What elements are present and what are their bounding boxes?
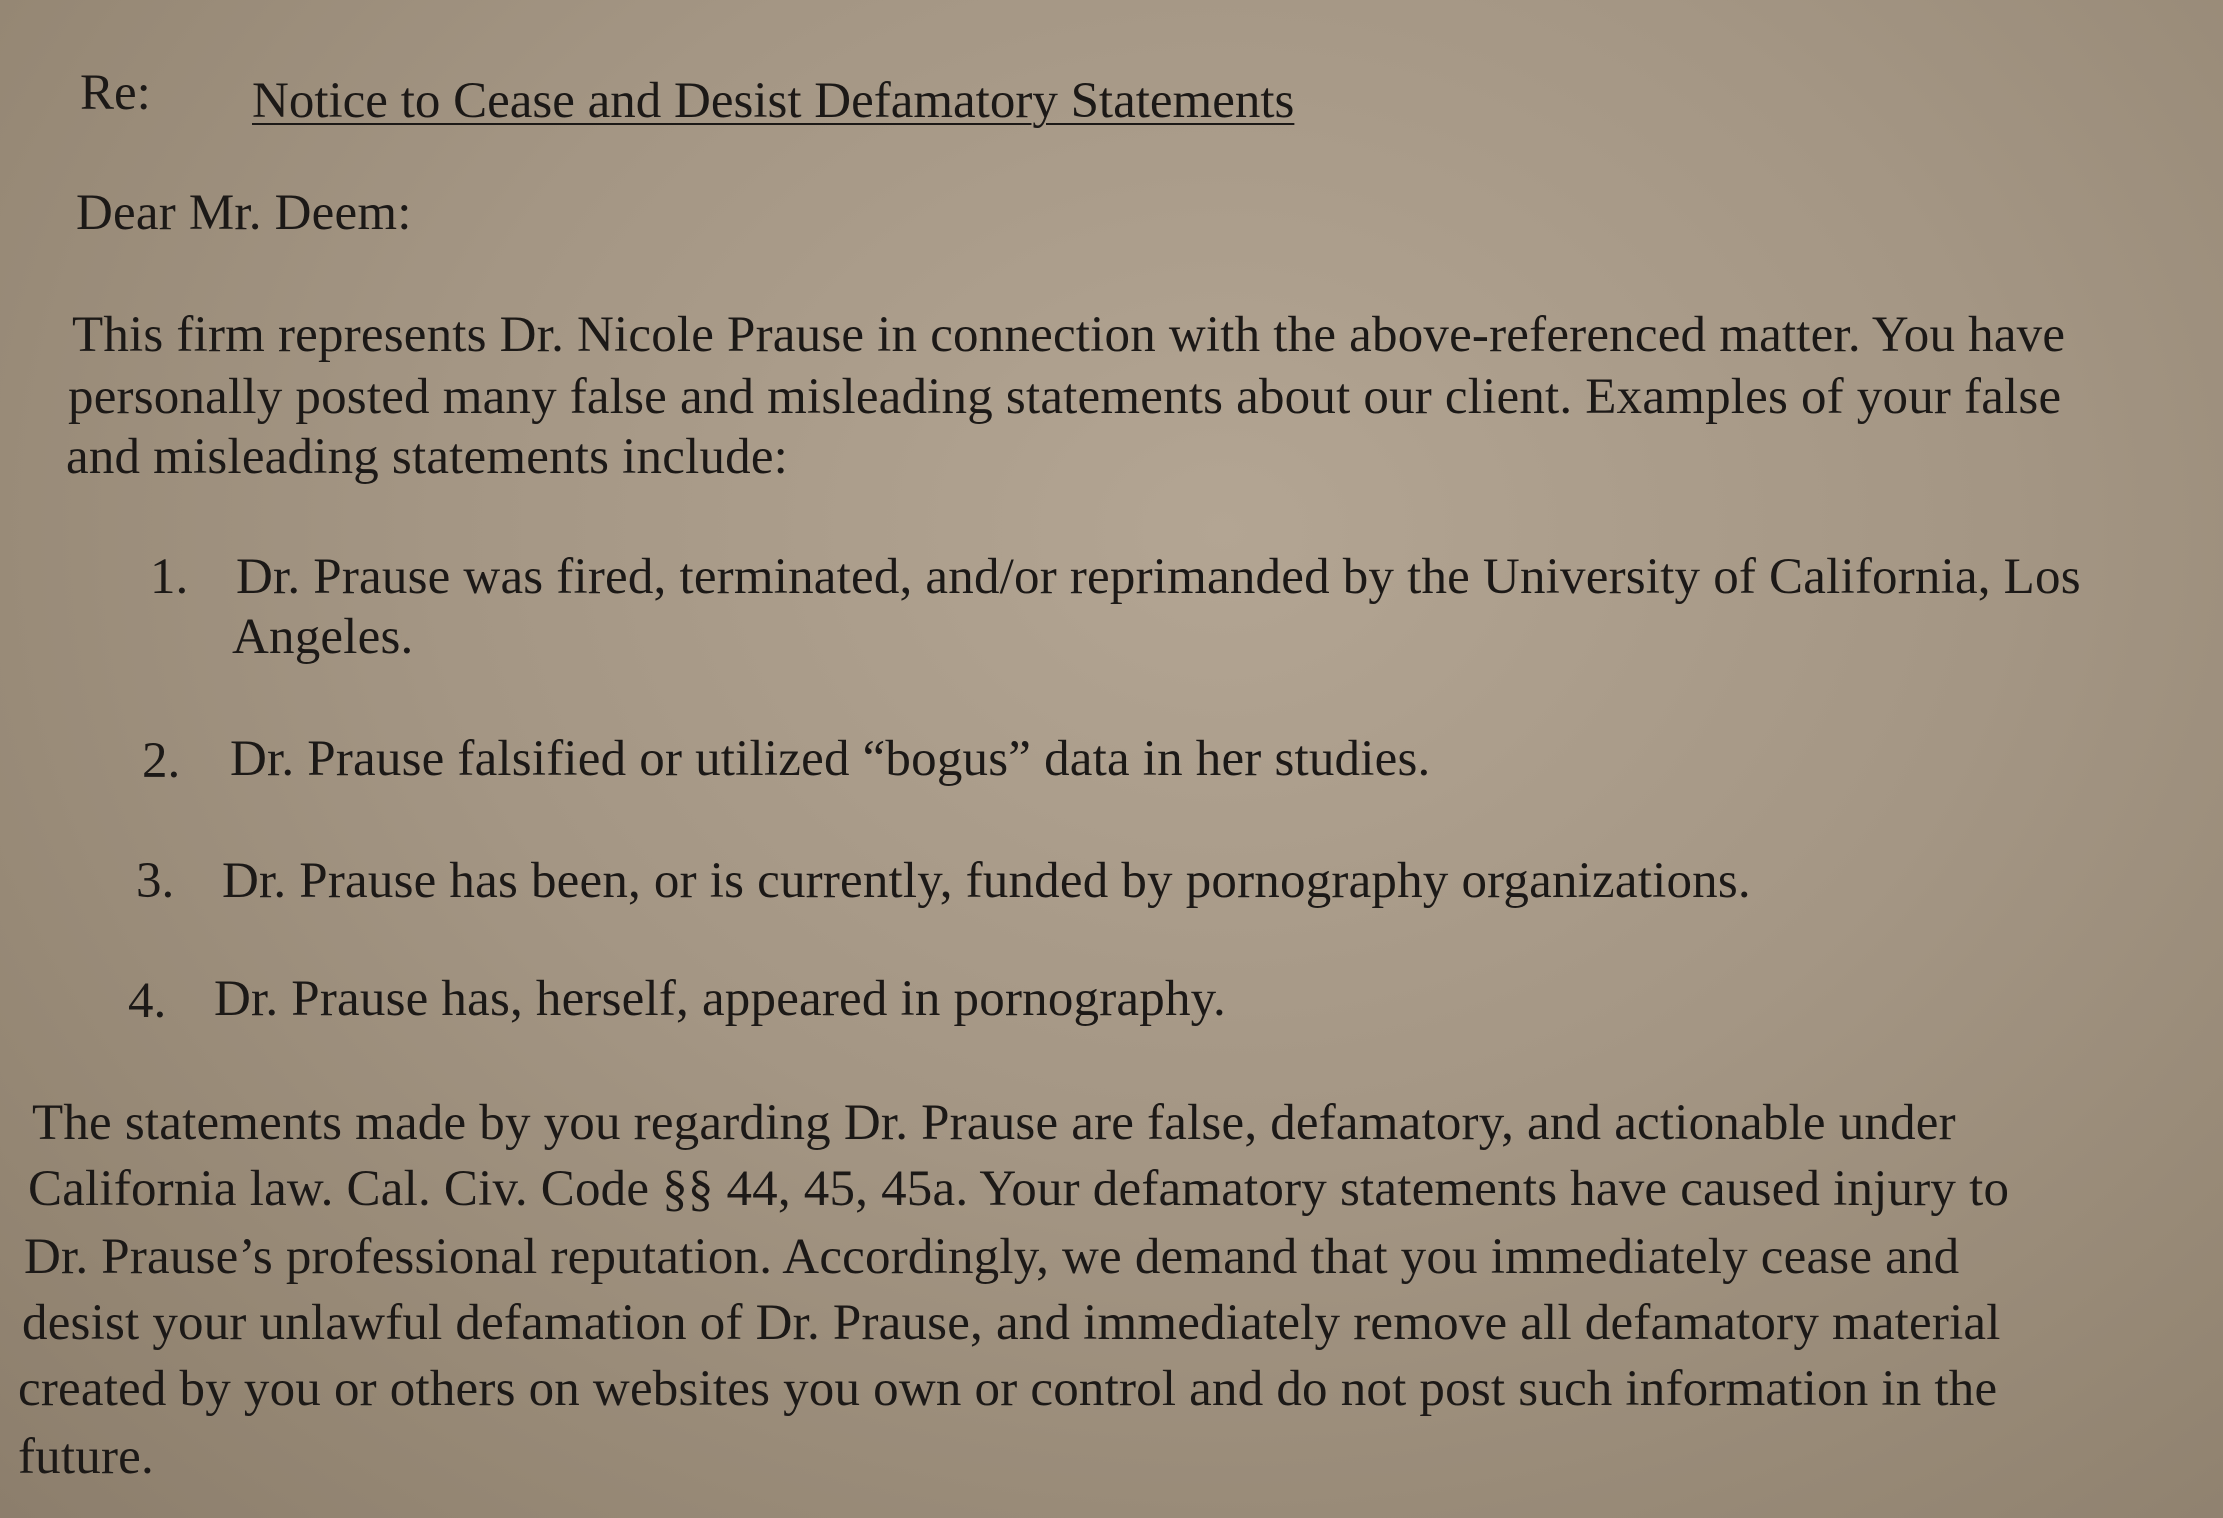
closing-line-1: The statements made by you regarding Dr. Prause are false, defamatory, and actionable under xyxy=(32,1095,1956,1151)
closing-line-4: desist your unlawful defamation of Dr. Prause, and immediately remove all defamatory material xyxy=(22,1295,2001,1351)
list-item-2: Dr. Prause falsified or utilized “bogus” data in her studies. xyxy=(230,731,1431,787)
list-item-1-line-2: Angeles. xyxy=(232,609,414,665)
list-item-1-line-1: Dr. Prause was fired, terminated, and/or reprimanded by the University of California, Los xyxy=(236,549,2081,605)
intro-line-3: and misleading statements include: xyxy=(66,429,789,485)
intro-line-2: personally posted many false and misleading statements about our client. Examples of your false xyxy=(68,369,2062,425)
closing-line-3: Dr. Prause’s professional reputation. Accordingly, we demand that you immediately cease and xyxy=(24,1229,1960,1285)
list-number-4: 4. xyxy=(128,973,167,1029)
closing-line-2: California law. Cal. Civ. Code §§ 44, 45, 45a. Your defamatory statements have caused injury to xyxy=(28,1161,2010,1217)
list-number-2: 2. xyxy=(142,733,181,789)
list-item-4: Dr. Prause has, herself, appeared in pornography. xyxy=(214,971,1226,1027)
list-number-3: 3. xyxy=(136,853,175,909)
re-label: Re: xyxy=(80,65,151,121)
closing-line-6: future. xyxy=(18,1429,154,1485)
list-item-3: Dr. Prause has been, or is currently, funded by pornography organizations. xyxy=(222,853,1751,909)
subject-line: Notice to Cease and Desist Defamatory Statements xyxy=(252,73,1295,129)
closing-line-5: created by you or others on websites you own or control and do not post such information in the xyxy=(18,1361,1998,1417)
list-number-1: 1. xyxy=(150,549,189,605)
salutation: Dear Mr. Deem: xyxy=(76,185,412,241)
intro-line-1: This firm represents Dr. Nicole Prause in connection with the above-referenced matter. You have xyxy=(72,307,2066,363)
